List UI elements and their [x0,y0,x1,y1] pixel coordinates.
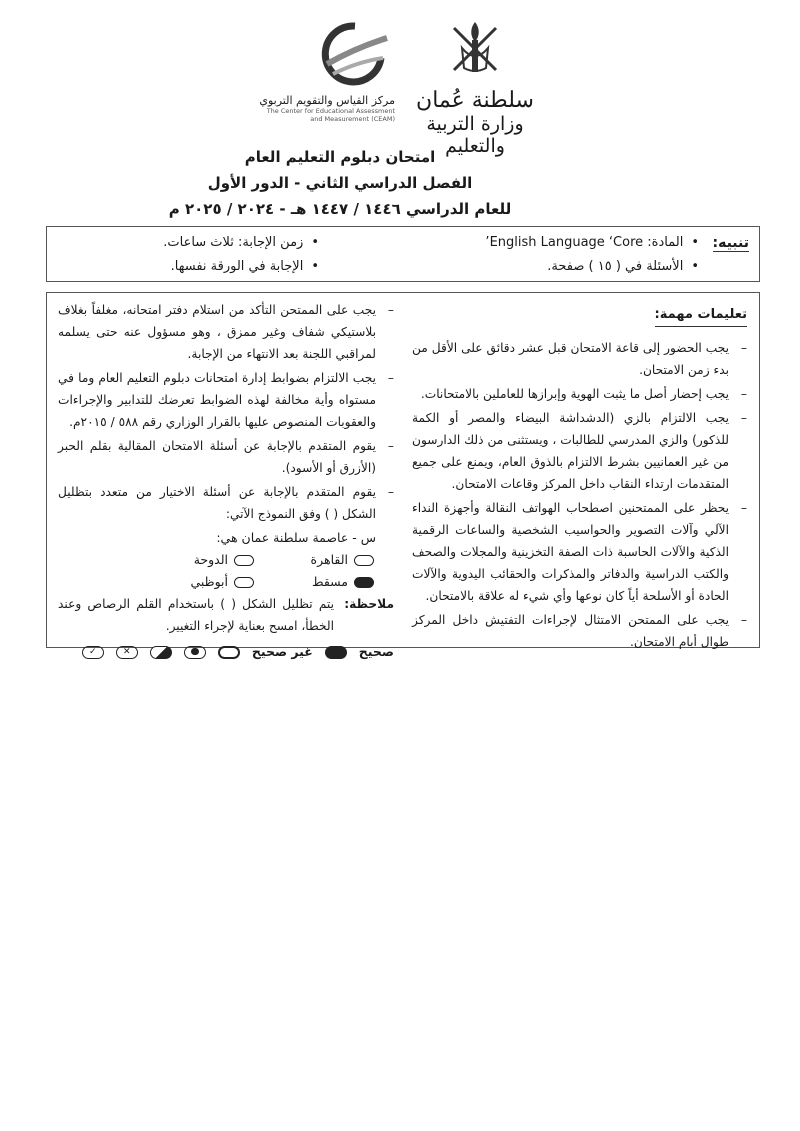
empty-oval-icon [234,555,254,566]
empty-oval-icon [354,555,374,566]
correct-label: صحيح [358,644,394,659]
cross-mark-icon: ✕ [116,646,138,659]
note-label: ملاحظة: [344,597,394,611]
ministry-line1: سلطنة عُمان [416,88,534,113]
exam-semester: الفصل الدراسي الثاني - الدور الأول [207,174,473,192]
shading-examples [58,641,394,663]
notice-box [46,226,760,282]
instructions-box [46,292,760,659]
instructions-right-column [412,303,747,655]
option-doha: الدوحة [194,549,254,571]
instruction-item: – يجب على الممتحن الامتثال لإجراءات التفتيش داخل المركز طوال أيام الامتحان. [412,609,747,653]
instruction-item: – يجب على الممتحن التأكد من استلام دفتر امتحانه، مغلفاً بغلاف بلاستيكي شفاف وغير ممزق ، وهو مسؤول عنه حتى يسلمه لمراقبي اللجنة بعد الانتهاء من الإجابة. [58,299,394,365]
instruction-item: – يقوم المتقدم بالإجابة عن أسئلة الامتحان المقالية بقلم الحبر (الأزرق أو الأسود). [58,435,394,479]
instructions-left-column [58,299,394,663]
instruction-item: – يجب إحضار أصل ما يثبت الهوية وإبرازها للعاملين بالامتحانات. [412,383,747,405]
ceam-arabic-name: مركز القياس والتقويم التربوي [259,94,395,107]
note-block [58,593,394,637]
exam-year: للعام الدراسي ١٤٤٦ / ١٤٤٧ هـ - ٢٠٢٤ / ٢٠٢٥ م [168,200,512,218]
notice-subject: • المادة: English Language ‘Core’ [439,231,699,255]
instruction-item: – يحظر على الممتحنين اصطحاب الهواتف النقالة وأجهزة النداء الآلي وآلات التصوير والحواسيب الشخصية والساعات الرقمية الذكية والآلات الحاسبة ذات الصفة التخزينية والمجلات والصحف والكتب الدراسية والدفاتر والمذكرات والحقائب اليدوية والآلات الحادة أو الأسلحة أياً كان نوعها وأي شيء له علاقة بالامتحان. [412,497,747,607]
notice-right-column [439,231,699,279]
thick-outline-icon [218,646,240,659]
ministry-line2: وزارة التربية والتعليم [426,113,524,157]
option-abu-dhabi: أبوظبي [190,571,254,593]
notice-label: تنبيه: [712,235,749,251]
ceam-english-line2: and Measurement (CEAM) [310,115,395,123]
notice-pages: • الأسئلة في ( ١٥ ) صفحة. [439,255,699,279]
exam-title: امتحان دبلوم التعليم العام [244,148,436,166]
wrong-label: غير صحيح [251,644,313,659]
instructions-heading: تعليمات مهمة: [655,304,747,327]
notice-answer-place: • الإجابة في الورقة نفسها. [59,255,319,279]
option-cairo: القاهرة [311,549,374,571]
filled-oval-icon [354,577,374,588]
instruction-item: – يجب الحضور إلى قاعة الامتحان قبل عشر دقائق على الأقل من بدء زمن الامتحان. [412,337,747,381]
oman-emblem-icon [440,18,510,80]
exam-titles [150,144,530,222]
ceam-logo [245,18,405,123]
sample-question: س - عاصمة سلطنة عمان هي: [216,530,376,545]
instruction-item: – يجب الالتزام بضوابط إدارة امتحانات دبلوم التعليم العام وما في مستواه وأية مخالفة لهذه الضوابط تعرضك للتدابير والإجراءات والعقوبات المنصوص عليها بالقرار الوزاري رقم ٥٨٨ / ٢٠١٥م. [58,367,394,433]
check-mark-icon: ✓ [82,646,104,659]
notice-left-column [59,231,319,279]
correct-filled-icon [325,646,347,659]
ceam-globe-icon [317,18,393,88]
empty-oval-icon [234,577,254,588]
dot-center-icon [184,646,206,659]
sample-options [58,549,394,593]
half-filled-icon [150,646,172,659]
ministry-logo [410,18,540,157]
instruction-item: – يقوم المتقدم بالإجابة عن أسئلة الاختيار من متعدد بتظليل الشكل ( ) وفق النموذج الآتي: [58,481,394,525]
ceam-english-line1: The Center for Educational Assessment [266,107,395,115]
option-muscat: مسقط [312,571,374,593]
notice-time: • زمن الإجابة: ثلاث ساعات. [59,231,319,255]
instruction-item: – يجب الالتزام بالزي (الدشداشة البيضاء والمصر أو الكمة للذكور) والزي المدرسي للطالبات ، ويستثنى من ذلك الدارسون من غير العمانيين بشرط الالتزام بالذوق العام، ويمنع على جميع المتقدمات ارتداء النقاب داخل المركز وقاعات الامتحان. [412,407,747,495]
note-text: يتم تظليل الشكل ( ) باستخدام القلم الرصاص وعند الخطأ، امسح بعناية لإجراء التغيير. [58,597,334,633]
